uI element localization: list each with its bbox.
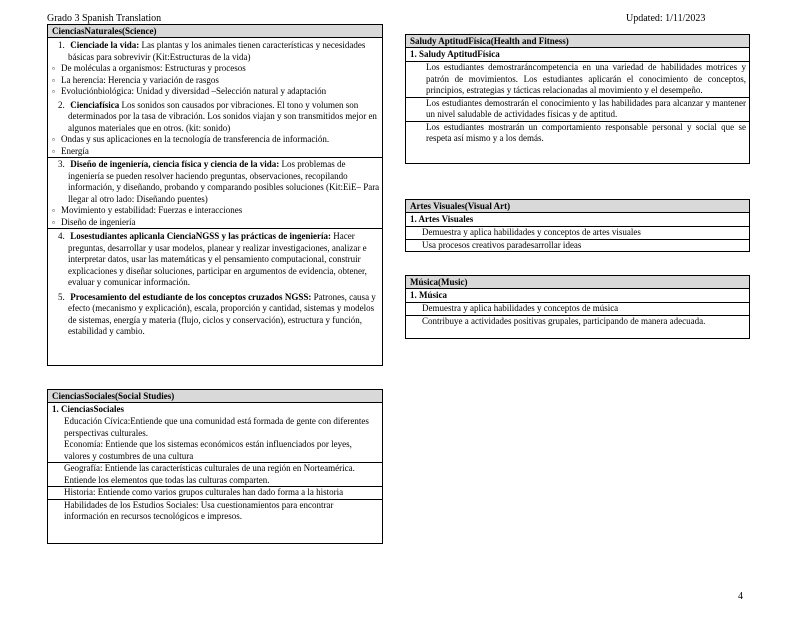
science-item-2 [48, 100, 382, 135]
music-title: Música(Music) [406, 276, 749, 289]
item-text: Los problemas de ingeniería se pueden resolver haciendo preguntas, observaciones, recopilando información, y diseñando, probando y comparando posibles soluciones (Kit:EiE– Para llegar al otro lado: Diseñando puentes) [68, 159, 380, 204]
visual-art-subheading: 1. Artes Visuales [410, 214, 474, 224]
health-subheading: 1. Saludy AptitudFísica [410, 49, 500, 59]
health-standard: Los estudiantes demostraráncompetencia en una variedad de habilidades motrices y patrón de movimientos. Los estudiantes aplicarán el conocimiento de conceptos, principios, estrategias y tácticas relacionadas al movimiento y el desempeño. [406, 61, 749, 97]
science-bullet: ▫ Evoluciónbiológica: Unidad y diversidad –Selección natural y adaptación [52, 86, 327, 96]
social-studies-standard: Economía: Entiende que los sistemas económicos están influenciados por leyes, valores y costumbres de una cultura [64, 439, 352, 461]
visual-art-title: Artes Visuales(Visual Art) [406, 200, 749, 213]
health-standard: Los estudiantes mostrarán un comportamiento responsable personal y social que se respeta así mismo y a los demás. [406, 121, 749, 145]
science-title: CienciasNaturales(Science) [48, 25, 382, 38]
social-studies-standard: Historia: Entiende como varios grupos culturales han dado forma a la historia [48, 486, 382, 499]
music-section [405, 275, 750, 339]
social-studies-standard: Geografía: Entiende las características culturales de una región en Norteamérica. Entiende los elementos que todas las culturas comparten. [48, 462, 382, 486]
social-studies-standard: Educación Cívica:Entiende que una comunidad está formada de gente con diferentes perspectivas culturales. [64, 416, 369, 438]
health-standard: Los estudiantes demostrarán el conocimiento y las habilidades para alcanzar y mantener un nivel saludable de actividades físicas y de aptitud. [406, 97, 749, 121]
social-studies-section [47, 389, 383, 544]
music-standard: Contribuye a actividades positivas grupales, participando de manera adecuada. [406, 315, 749, 328]
music-subheading: 1. Música [410, 290, 447, 300]
science-bullet: ▫ Energía [48, 146, 382, 159]
item-text: Las plantas y los animales tienen características y necesidades básicas para sobrevivir (Kit:Estructuras de la vida) [68, 40, 366, 62]
bullet-icon: ▫ [52, 87, 55, 96]
item-heading: Diseño de ingeniería, ciencia física y ciencia de la vida: [70, 159, 280, 169]
health-section [405, 34, 750, 164]
science-bullet: ▫ La herencia: Herencia y variación de rasgos [52, 74, 219, 85]
item-number: 2. [58, 99, 65, 110]
document-header-left: Grado 3 Spanish Translation [47, 13, 162, 24]
social-studies-title: CienciasSociales(Social Studies) [48, 390, 382, 403]
social-studies-standard: Habilidades de los Estudios Sociales: Usa cuestionamientos para encontrar información en recursos tecnológicos e impresos. [48, 499, 382, 523]
item-number: 5. [58, 291, 65, 302]
science-item-1 [48, 40, 382, 63]
item-heading: Losestudiantes aplicanla CienciaNGSS y las prácticas de ingeniería: [70, 231, 332, 241]
bullet-icon: ▫ [52, 146, 55, 156]
bullet-icon: ▫ [52, 64, 55, 73]
music-standard: Demuestra y aplica habilidades y conceptos de música [406, 302, 749, 315]
social-studies-subheading: 1. CienciasSociales [52, 404, 124, 414]
bullet-icon: ▫ [52, 75, 55, 85]
science-bullet: ▫ Diseño de ingeniería [48, 217, 382, 230]
visual-art-standard: Usa procesos creativos paradesarrollar ideas [406, 239, 749, 252]
page-number: 4 [738, 591, 743, 602]
visual-art-standard: Demuestra y aplica habilidades y conceptos de artes visuales [406, 226, 749, 239]
item-number: 4. [58, 231, 65, 241]
item-text: Los sonidos son causados por vibraciones. El tono y volumen son determinados por la tasa de vibración. Los sonidos viajan y son transmitidos mejor en algunos materiales que en otros. (kit: sonido) [68, 99, 377, 133]
science-item-5 [48, 292, 382, 338]
item-text: Patrones, causa y efecto (mecanismo y explicación), escala, proporción y cantidad, sistemas y modelos de sistemas, energía y materia (flujo, ciclos y conservación), estructura y función, estabilidad y cambio. [68, 291, 376, 336]
bullet-icon: ▫ [52, 217, 55, 227]
item-heading: Cienciafísica [70, 99, 120, 110]
item-text: Hacer preguntas, desarrollar y usar modelos, planear y realizar investigaciones, analizar e interpretar datos, usar las matemáticas y el pensamiento computacional, construir explicaciones y diseñar soluciones, participar en argumentos de evidencia, obtener, evaluar y comunicar información. [68, 231, 367, 287]
science-bullet: ▫ Ondas y sus aplicaciones en la tecnología de transferencia de información. [52, 134, 330, 144]
science-item-3 [48, 159, 382, 205]
science-bullet: ▫ Movimiento y estabilidad: Fuerzas e interacciones [52, 205, 243, 215]
item-number: 1. [58, 40, 65, 50]
bullet-icon: ▫ [52, 135, 55, 144]
science-bullet: ▫ De moléculas a organismos: Estructuras y procesos [52, 63, 246, 73]
visual-art-section [405, 199, 750, 252]
science-item-4 [48, 231, 382, 289]
health-title: Saludy AptitudFísica(Health and Fitness) [406, 35, 749, 48]
document-header-updated: Updated: 1/11/2023 [626, 13, 706, 24]
science-section [47, 24, 383, 366]
item-number: 3. [58, 159, 65, 169]
item-heading: Cienciade la vida: [70, 40, 140, 50]
item-heading: Procesamiento del estudiante de los conceptos cruzados NGSS: [70, 291, 312, 302]
bullet-icon: ▫ [52, 206, 55, 215]
